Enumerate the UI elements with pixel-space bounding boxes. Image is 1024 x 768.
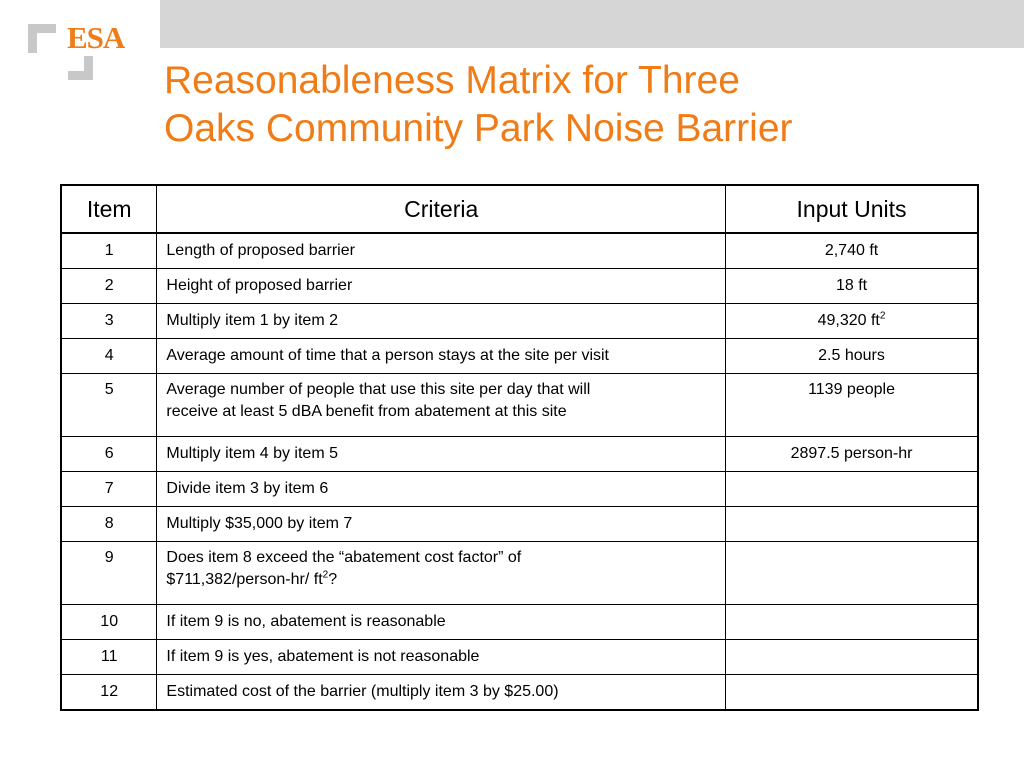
criteria-cell (157, 374, 726, 437)
column-header-criteria: Criteria (157, 185, 726, 233)
logo-text: ESA (67, 20, 125, 55)
table-row (61, 605, 978, 640)
criteria-cell: Multiply item 1 by item 2 (157, 304, 726, 339)
input-value: 49,320 ft (817, 312, 880, 329)
table-row (61, 542, 978, 605)
input-units-cell: 1139 people (726, 374, 978, 437)
item-number: 11 (61, 640, 157, 675)
item-number: 5 (61, 374, 157, 437)
table-row (61, 374, 978, 437)
criteria-cell: Height of proposed barrier (157, 269, 726, 304)
input-units-cell (726, 507, 978, 542)
input-units-cell: 2.5 hours (726, 339, 978, 374)
input-units-cell: 18 ft (726, 269, 978, 304)
criteria-cell: If item 9 is yes, abatement is not reasonable (157, 640, 726, 675)
input-units-cell (726, 304, 978, 339)
title-line-1: Reasonableness Matrix for Three (164, 59, 740, 102)
input-units-cell (726, 605, 978, 640)
item-number: 6 (61, 437, 157, 472)
table-row (61, 640, 978, 675)
column-header-item: Item (61, 185, 157, 233)
criteria-line: $711,382/person-hr/ ft (166, 571, 323, 588)
item-number: 8 (61, 507, 157, 542)
item-number: 2 (61, 269, 157, 304)
column-header-input-units: Input Units (726, 185, 978, 233)
table-row (61, 472, 978, 507)
criteria-line: receive at least 5 dBA benefit from abatement at this site (166, 403, 567, 420)
input-units-cell: 2,740 ft (726, 233, 978, 269)
criteria-cell (157, 542, 726, 605)
item-number: 1 (61, 233, 157, 269)
header-bar (160, 0, 1024, 48)
input-units-cell (726, 542, 978, 605)
criteria-cell: If item 9 is no, abatement is reasonable (157, 605, 726, 640)
item-number: 10 (61, 605, 157, 640)
item-number: 4 (61, 339, 157, 374)
criteria-cell: Estimated cost of the barrier (multiply item 3 by $25.00) (157, 675, 726, 711)
table-row (61, 233, 978, 269)
criteria-cell: Length of proposed barrier (157, 233, 726, 269)
table-row (61, 339, 978, 374)
title-line-2: Oaks Community Park Noise Barrier (164, 107, 793, 150)
criteria-end: ? (328, 571, 338, 588)
superscript: 2 (879, 310, 886, 322)
superscript: 2 (322, 569, 329, 581)
item-number: 12 (61, 675, 157, 711)
criteria-line: Does item 8 exceed the “abatement cost factor” of (166, 549, 522, 566)
input-units-cell (726, 675, 978, 711)
item-number: 9 (61, 542, 157, 605)
table-row (61, 437, 978, 472)
criteria-cell: Divide item 3 by item 6 (157, 472, 726, 507)
criteria-cell: Average amount of time that a person stays at the site per visit (157, 339, 726, 374)
criteria-cell: Multiply item 4 by item 5 (157, 437, 726, 472)
item-number: 7 (61, 472, 157, 507)
table-row (61, 304, 978, 339)
criteria-line: Average number of people that use this site per day that will (166, 381, 591, 398)
table-row (61, 507, 978, 542)
reasonableness-table (60, 184, 979, 711)
table-row (61, 269, 978, 304)
item-number: 3 (61, 304, 157, 339)
criteria-cell: Multiply $35,000 by item 7 (157, 507, 726, 542)
page-title (164, 57, 1004, 153)
table-row (61, 675, 978, 711)
input-units-cell (726, 640, 978, 675)
input-units-cell: 2897.5 person-hr (726, 437, 978, 472)
input-units-cell (726, 472, 978, 507)
header-row (61, 185, 978, 233)
